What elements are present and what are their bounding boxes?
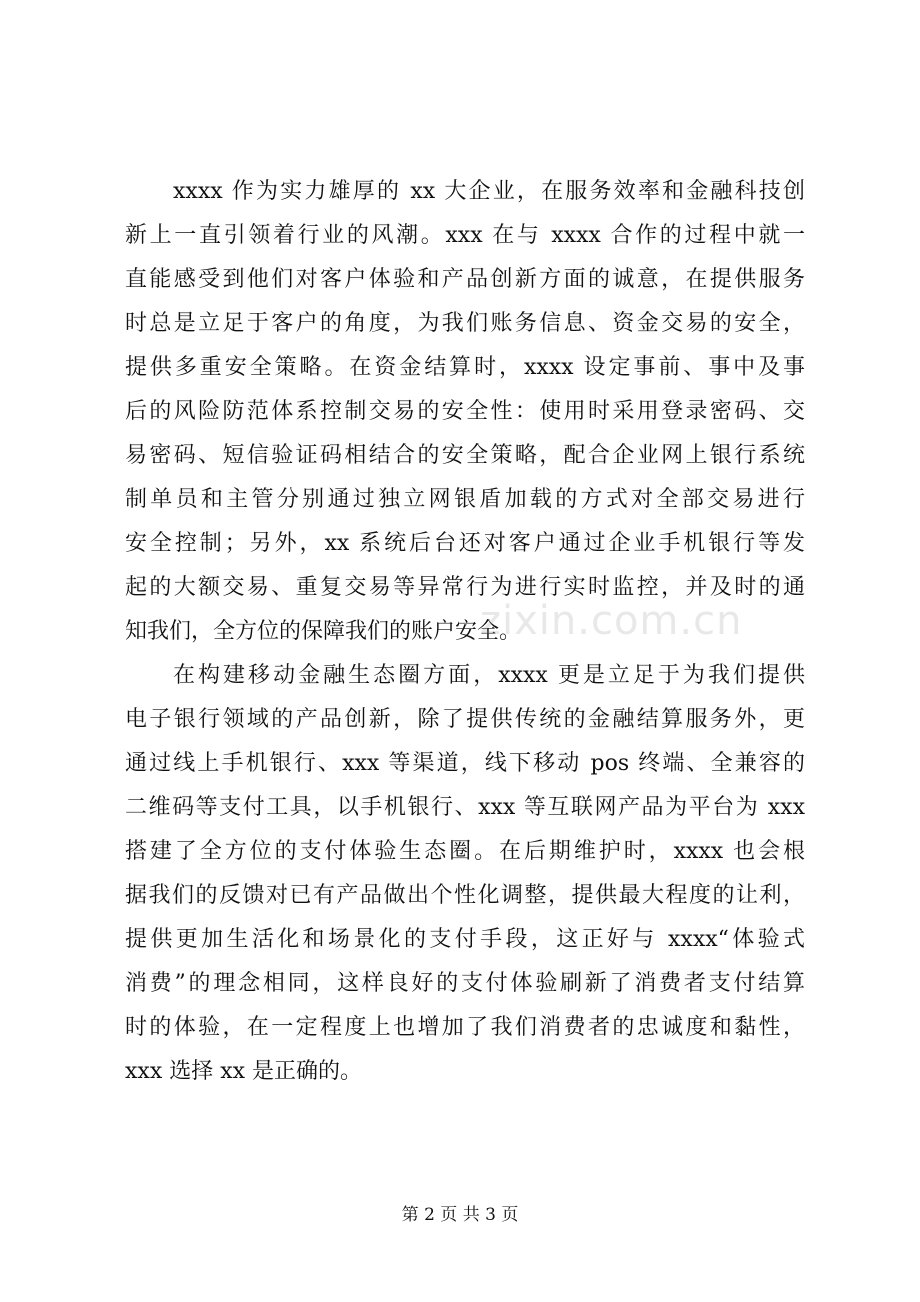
text-line: 二维码等支付工具，以手机银行、xxx 等互联网产品为平台为 xxx — [125, 795, 805, 820]
paragraph-2 — [125, 654, 805, 1094]
watermark: zixin.com.cn — [480, 598, 743, 644]
text-line: 电子银行领域的产品创新，除了提供传统的金融结算服务外，更 — [125, 707, 805, 732]
text-line: 知我们，全方位的保障我们的账户安全。 — [125, 619, 522, 644]
text-line: 起的大额交易、重复交易等异常行为进行实时监控，并及时的通 — [125, 575, 805, 600]
text-line: 新上一直引领着行业的风潮。xxx 在与 xxxx 合作的过程中就一 — [125, 223, 805, 248]
text-line: 通过线上手机银行、xxx 等渠道，线下移动 pos 终端、全兼容的 — [125, 751, 805, 776]
text-line: 据我们的反馈对已有产品做出个性化调整，提供最大程度的让利， — [125, 883, 805, 908]
text-line: 提供更加生活化和场景化的支付手段，这正好与 xxxx“体验式 — [125, 927, 805, 952]
text-line: 时总是立足于客户的角度，为我们账务信息、资金交易的安全， — [125, 311, 805, 336]
text-line: 消费”的理念相同，这样良好的支付体验刷新了消费者支付结算 — [125, 971, 805, 996]
text-line: xxx 选择 xx 是正确的。 — [125, 1059, 363, 1084]
page-footer: 第 2 页 共 3 页 — [401, 1205, 519, 1225]
text-line: 易密码、短信验证码相结合的安全策略，配合企业网上银行系统 — [125, 443, 805, 468]
text-line: 制单员和主管分别通过独立网银盾加载的方式对全部交易进行 — [125, 487, 805, 512]
text-line: 时的体验，在一定程度上也增加了我们消费者的忠诚度和黏性， — [125, 1015, 805, 1040]
text-line: 搭建了全方位的支付体验生态圈。在后期维护时，xxxx 也会根 — [125, 839, 805, 864]
text-line: 提供多重安全策略。在资金结算时，xxxx 设定事前、事中及事 — [125, 355, 805, 380]
document-body — [125, 170, 805, 1094]
text-line: 后的风险防范体系控制交易的安全性：使用时采用登录密码、交 — [125, 399, 805, 424]
text-line: 在构建移动金融生态圈方面，xxxx 更是立足于为我们提供 — [173, 663, 805, 688]
text-line: 安全控制；另外，xx 系统后台还对客户通过企业手机银行等发 — [125, 531, 805, 556]
text-line: xxxx 作为实力雄厚的 xx 大企业，在服务效率和金融科技创 — [173, 179, 805, 204]
text-line: 直能感受到他们对客户体验和产品创新方面的诚意，在提供服务 — [125, 267, 805, 292]
paragraph-1 — [125, 170, 805, 654]
